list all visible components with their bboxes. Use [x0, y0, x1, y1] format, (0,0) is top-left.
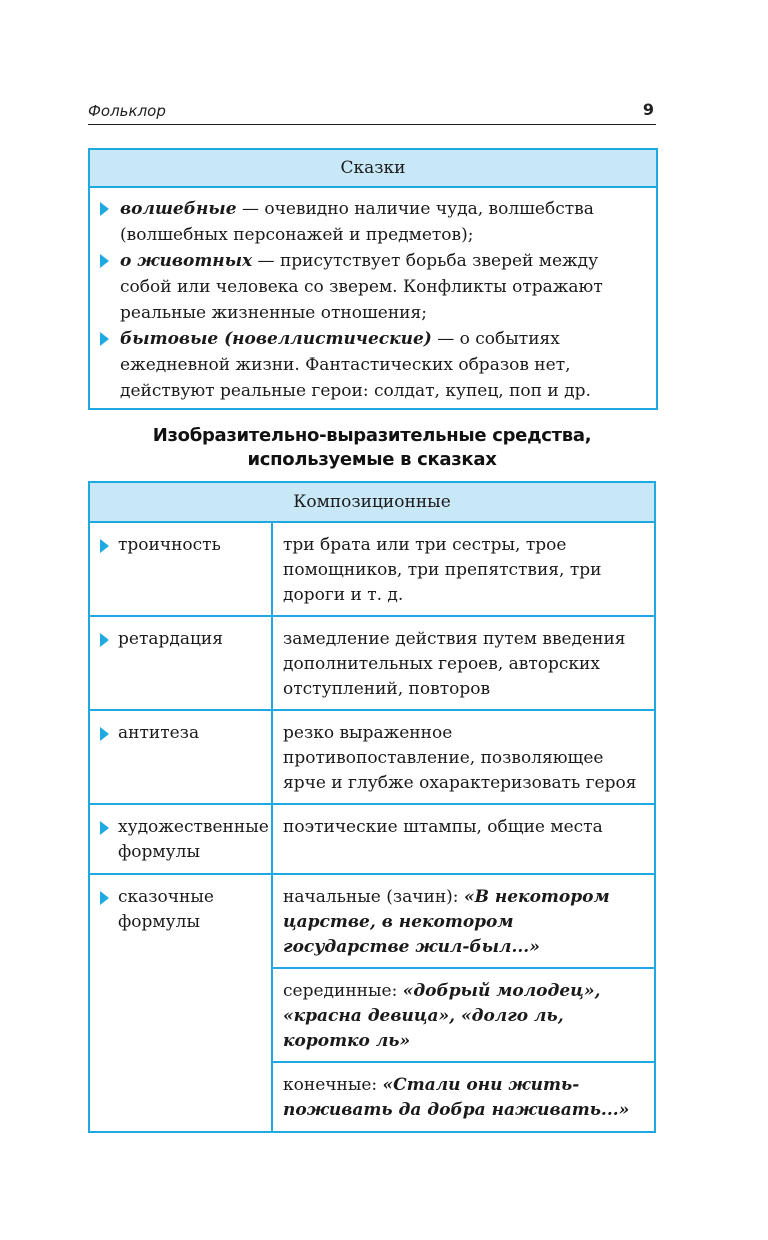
- table-row-desc: резко выраженное противопоставление, позволяющее ярче и глубже охарактеризовать героя: [283, 723, 637, 793]
- tale-type-magic: [120, 196, 644, 248]
- triangle-bullet-icon: [100, 202, 109, 216]
- table-row-term: [118, 885, 238, 935]
- section-title-line: Изобразительно-выразительные средства,: [152, 425, 592, 446]
- page-number: 9: [642, 100, 654, 119]
- term-text: антитеза: [118, 723, 200, 743]
- table-row-desc: поэтические штампы, общие места: [283, 817, 603, 837]
- formula-label: серединные:: [283, 981, 403, 1001]
- formula-example: «В некотором царстве, в некотором государстве жил-был...»: [283, 887, 610, 957]
- formula-label: начальные (зачин):: [283, 887, 464, 907]
- running-head: [88, 100, 656, 125]
- formula-initial: [283, 885, 643, 960]
- table-header: Композиционные: [90, 483, 654, 521]
- tale-type-everyday: [120, 326, 644, 404]
- formula-final: [283, 1073, 643, 1123]
- table-row-term: [118, 815, 269, 865]
- row-divider: [88, 709, 656, 711]
- formula-middle: [283, 979, 643, 1054]
- term-text: троичность: [118, 535, 221, 555]
- formula-example: «Стали они жить-поживать да добра наживать...»: [283, 1075, 630, 1120]
- table-row-term: [118, 627, 268, 652]
- section-title-line: используемые в сказках: [247, 449, 497, 470]
- tale-type-term: о животных: [120, 251, 253, 271]
- tales-types-box: [88, 148, 658, 410]
- section-title: [88, 424, 656, 472]
- term-text: художественные формулы: [118, 817, 269, 862]
- triangle-bullet-icon: [100, 727, 109, 741]
- means-table: [88, 481, 656, 1133]
- tale-type-text: — о событиях ежедневной жизни. Фантастических образов нет, действуют реальные герои: солдат, купец, поп и др.: [120, 329, 591, 401]
- triangle-bullet-icon: [100, 539, 109, 553]
- formula-example: «добрый молодец», «красна девица», «долго ль, коротко ль»: [283, 981, 601, 1051]
- row-divider: [271, 967, 656, 969]
- table-row-term: [118, 533, 268, 558]
- row-divider: [88, 803, 656, 805]
- table-row-term: [118, 721, 268, 746]
- triangle-bullet-icon: [100, 821, 109, 835]
- table-row-desc: замедление действия путем введения дополнительных героев, авторских отступлений, повторов: [283, 629, 626, 699]
- row-divider: [88, 873, 656, 875]
- tale-type-term: бытовые (новеллистические): [120, 329, 432, 349]
- triangle-bullet-icon: [100, 633, 109, 647]
- table-row-desc: три брата или три сестры, трое помощников, три препятствия, три дороги и т. д.: [283, 535, 602, 605]
- section-name: Фольклор: [88, 102, 166, 120]
- term-text: ретардация: [118, 629, 223, 649]
- row-divider: [88, 521, 656, 523]
- row-divider: [271, 1061, 656, 1063]
- triangle-bullet-icon: [100, 332, 109, 346]
- tale-type-animals: [120, 248, 644, 326]
- formula-label: конечные:: [283, 1075, 383, 1095]
- row-divider: [88, 615, 656, 617]
- term-text: сказочные формулы: [118, 887, 214, 932]
- tale-type-text: — очевидно наличие чуда, волшебства (волшебных персонажей и предметов);: [120, 199, 594, 245]
- tale-type-text: — присутствует борьба зверей между собой или человека со зверем. Конфликты отражают реальные жизненные отношения;: [120, 251, 603, 323]
- tales-box-title: Сказки: [90, 150, 656, 188]
- triangle-bullet-icon: [100, 254, 109, 268]
- triangle-bullet-icon: [100, 891, 109, 905]
- tale-type-term: волшебные: [120, 199, 237, 219]
- column-divider: [271, 521, 273, 1133]
